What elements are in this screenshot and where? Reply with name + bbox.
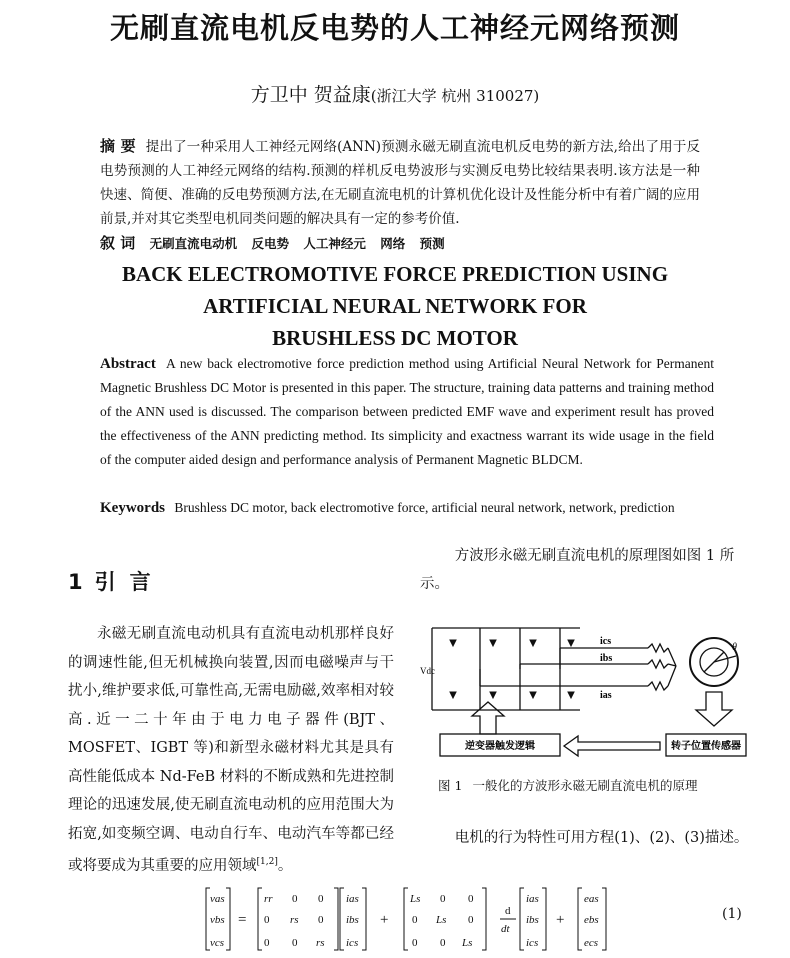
intro-text: 永磁无刷直流电动机具有直流电动机那样良好的调速性能,但无机械换向装置,因而电磁噪声与干扰小,维护要求低,可靠性高,无需电励磁,效率相对较高.近一二十年由于电力电子器件(BJT、MOSFET、IGBT 等)和新型永磁材料尤其是具有高性能低成本 Nd-FeB 材料的不断成熟和先进控制理论的迅速发展,使无刷直流电动机的应用范围大为拓宽,如变频空调、电动自行车、电动汽车等都已经或将要成为其重要的应用领域 xyxy=(68,626,394,874)
i-as-2: ias xyxy=(526,893,539,905)
r-13: 0 xyxy=(318,893,324,905)
L-13: 0 xyxy=(468,893,474,905)
equation-number: (1) xyxy=(722,906,742,922)
english-keywords-label: Keywords xyxy=(100,500,165,516)
e-cs: ecs xyxy=(584,937,599,949)
english-abstract-label: Abstract xyxy=(100,356,156,372)
i-cs-2: ics xyxy=(526,937,539,949)
figure-caption xyxy=(438,776,697,794)
english-abstract-text: A new back electromotive force prediction method using Artificial Neural Network for Permanent Magnetic Brushless DC Motor is presented in this paper. The structure, training data patterns and training method of the ANN used is discussed. The comparison between predicted EMF wave and experiment result has proved the effectiveness of the ANN predicting method. Its simplicity and exactness warrant its wide usage in the field of the computer aided design and performance analysis of Permanent Magnetic BLDCM. xyxy=(100,356,714,467)
L-33: Ls xyxy=(462,937,473,949)
keyword: 无刷直流电动机 xyxy=(149,236,238,251)
i-cs: ics xyxy=(346,937,359,949)
right-paragraph-1: 方波形永磁无刷直流电机的原理图如图 1 所示。 xyxy=(420,548,735,592)
r-21: 0 xyxy=(264,914,270,926)
e-as: eas xyxy=(584,893,599,905)
deriv-d: d xyxy=(505,905,511,917)
L-12: 0 xyxy=(440,893,446,905)
intro-column xyxy=(68,620,394,880)
plus-sign-2: + xyxy=(556,912,565,928)
intro-paragraph xyxy=(68,620,394,880)
chinese-abstract-label: 摘 要 xyxy=(100,137,136,155)
figure-1-schematic xyxy=(420,616,750,762)
L-11: Ls xyxy=(410,893,421,905)
affiliation: (浙江大学 杭州 310027) xyxy=(370,87,540,105)
L-23: 0 xyxy=(468,914,474,926)
author-names: 方卫中 贺益康 xyxy=(250,84,371,106)
i-as: ias xyxy=(346,893,359,905)
r-31: 0 xyxy=(264,937,270,949)
equals-sign: = xyxy=(238,912,247,928)
r-23: 0 xyxy=(318,914,324,926)
L-21: 0 xyxy=(412,914,418,926)
citation: [1,2] xyxy=(256,857,278,867)
section-title: 引言 xyxy=(94,570,165,594)
r-22: rs xyxy=(290,914,299,926)
L-31: 0 xyxy=(412,937,418,949)
chinese-keywords-label: 叙 词 xyxy=(100,234,136,252)
L-22: Ls xyxy=(436,914,447,926)
keyword: 人工神经元 xyxy=(303,236,366,251)
keyword: 预测 xyxy=(419,236,445,251)
figure-caption-text: 一般化的方波形永磁无刷直流电机的原理 xyxy=(472,778,698,793)
r-33: rs xyxy=(316,937,325,949)
right-paragraph-2: 电机的行为特性可用方程(1)、(2)、(3)描述。 xyxy=(454,830,749,846)
section-number: 1 xyxy=(68,570,83,594)
L-32: 0 xyxy=(440,937,446,949)
english-keywords xyxy=(100,496,714,520)
english-abstract xyxy=(100,352,714,472)
english-title-line: BACK ELECTROMOTIVE FORCE PREDICTION USING xyxy=(121,262,669,286)
english-title-line: BRUSHLESS DC MOTOR xyxy=(272,326,518,350)
v-as: νas xyxy=(210,893,225,905)
plus-sign: + xyxy=(380,912,389,928)
ias-label: ias xyxy=(600,690,612,701)
rotor-sensor-box: 转子位置传感器 xyxy=(671,741,741,752)
english-keywords-text: Brushless DC motor, back electromotive force, artificial neural network, network, prediction xyxy=(174,500,675,515)
inverter-logic-box: 逆变器触发逻辑 xyxy=(465,741,535,752)
i-bs: ibs xyxy=(346,914,359,926)
r-12: 0 xyxy=(292,893,298,905)
v-cs: νcs xyxy=(210,937,225,949)
chinese-keywords xyxy=(100,232,700,253)
r-32: 0 xyxy=(292,937,298,949)
keyword: 反电势 xyxy=(251,236,289,251)
ibs-label: ibs xyxy=(600,653,613,664)
english-title-line: ARTIFICIAL NEURAL NETWORK FOR xyxy=(203,294,587,318)
chinese-abstract xyxy=(100,134,700,231)
ics-label: ics xyxy=(600,636,612,647)
vdc-label: Vdc xyxy=(420,666,435,676)
v-bs: νbs xyxy=(210,914,225,926)
deriv-dt: dt xyxy=(501,923,510,935)
chinese-abstract-text: 提出了一种采用人工神经元网络(ANN)预测永磁无刷直流电机反电势的新方法,给出了用于反电势预测的人工神经元网络的结构.预测的样机反电势波形与实测反电势比较结果表明.该方法是一种快速、简便、准确的反电势预测方法,在无刷直流电机的计算机优化设计及性能分析中有着广阔的应用前景,并对其它类型电机同类问题的解决具有一定的参考价值. xyxy=(100,139,700,227)
e-bs: ebs xyxy=(584,914,599,926)
theta-label: θ xyxy=(732,642,737,653)
section-heading xyxy=(68,566,165,596)
figure-number: 图 1 xyxy=(438,778,463,793)
equation-1 xyxy=(200,884,760,954)
intro-end: 。 xyxy=(277,857,293,874)
paper-title: 无刷直流电机反电势的人工神经元网络预测 xyxy=(109,11,680,45)
r-11: rr xyxy=(264,893,273,905)
i-bs-2: ibs xyxy=(526,914,539,926)
author-line xyxy=(0,80,790,107)
keyword: 网络 xyxy=(380,236,406,251)
english-title xyxy=(0,258,790,354)
